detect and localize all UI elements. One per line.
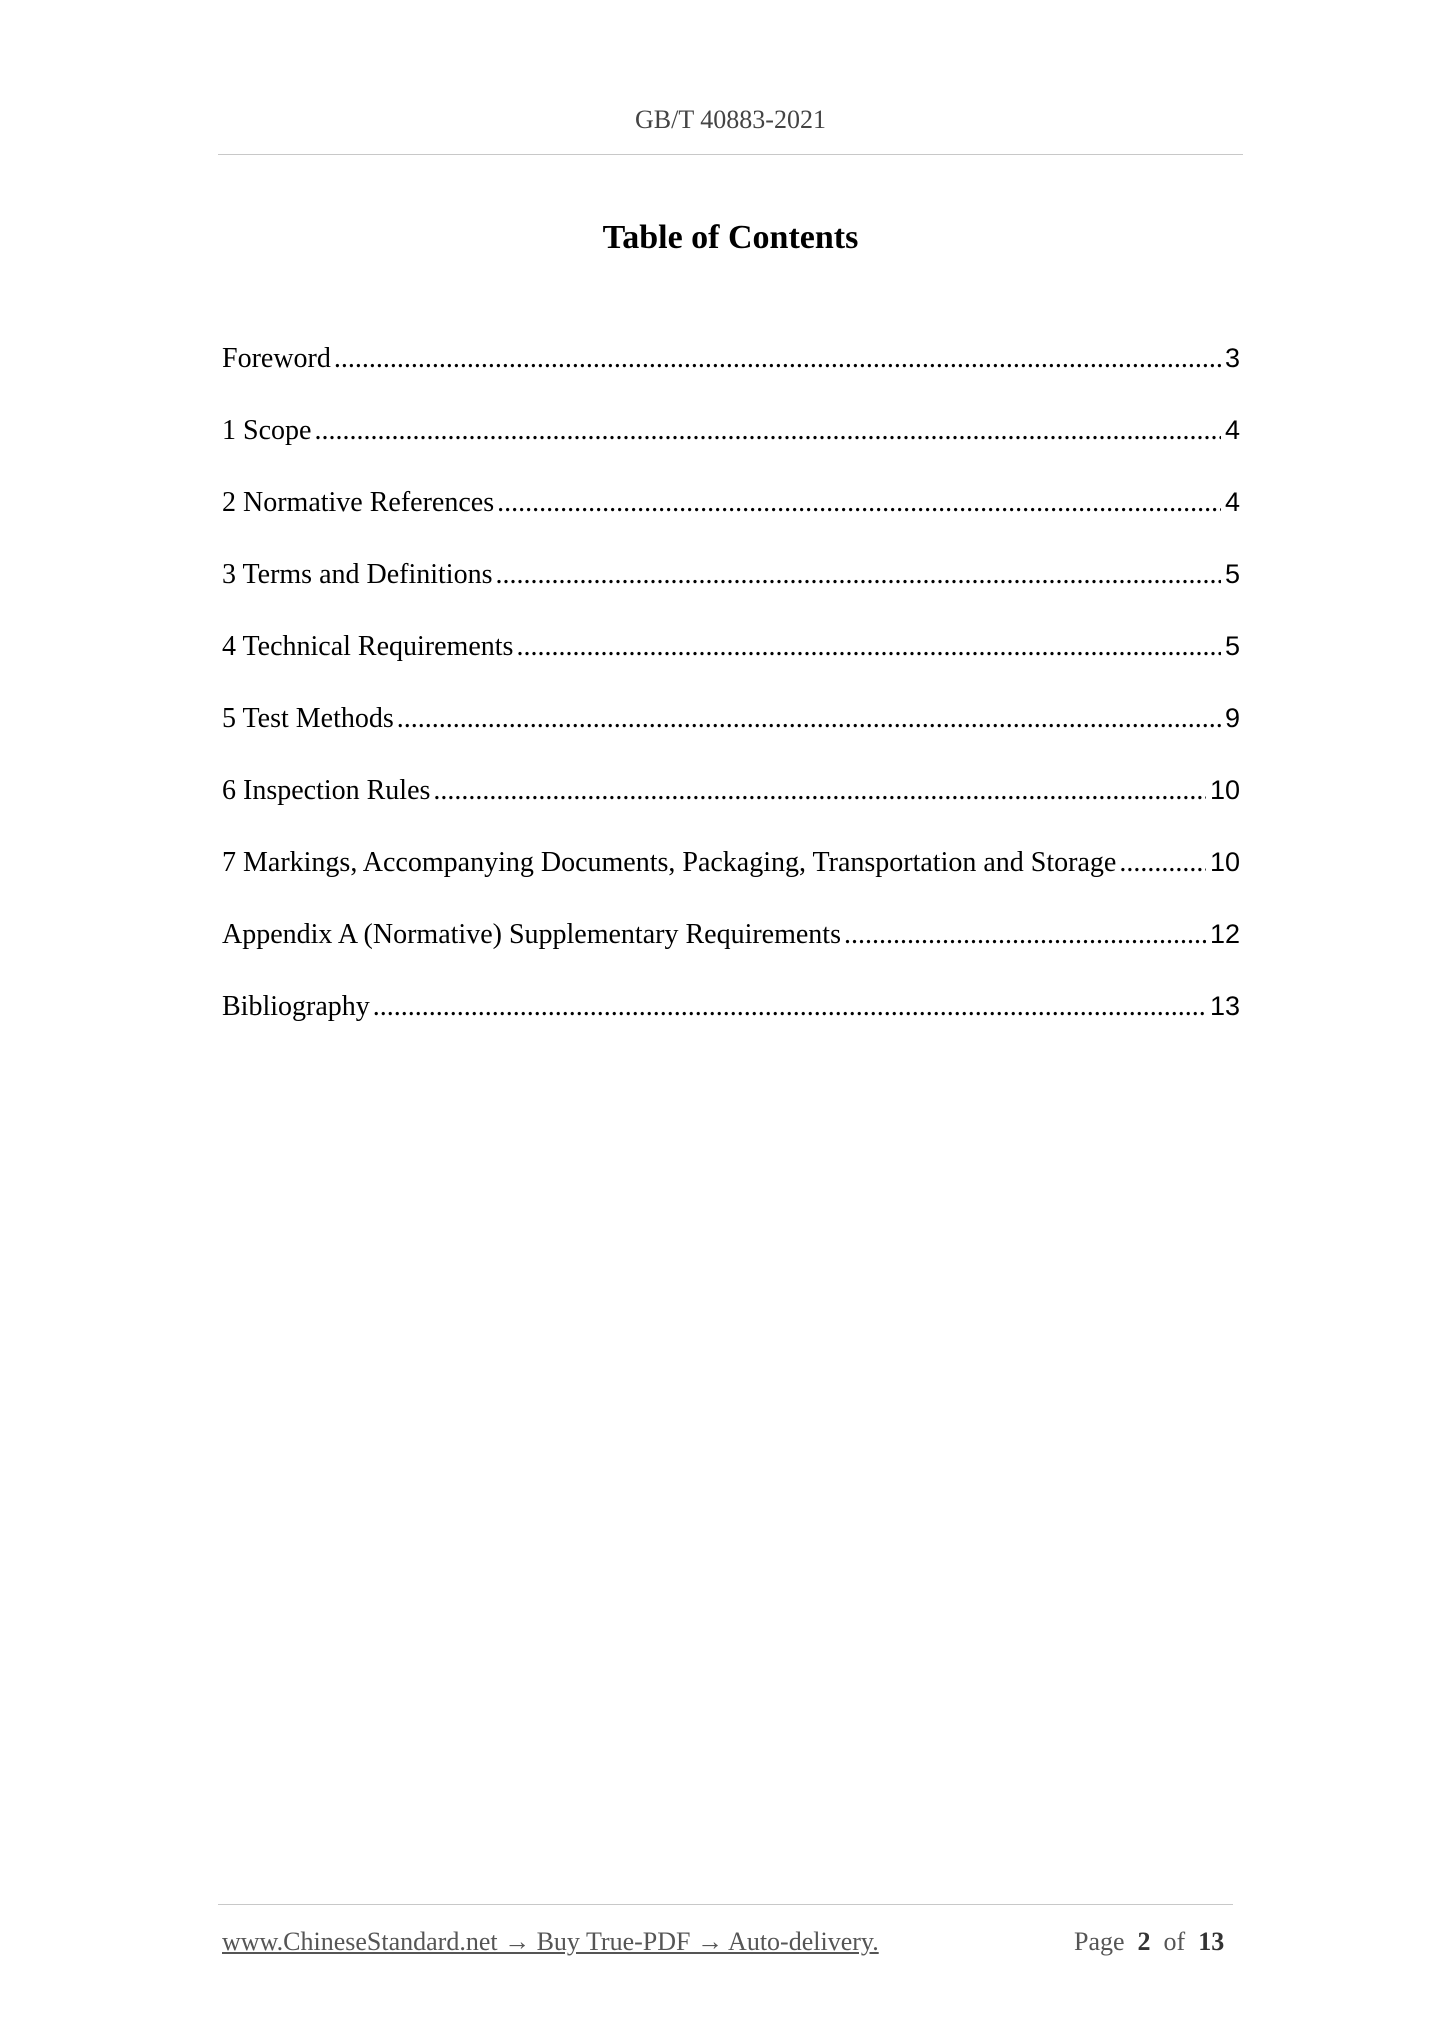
toc-entry-page: 10: [1209, 775, 1240, 805]
of-word: of: [1163, 1927, 1186, 1956]
toc-entry-label: 4 Technical Requirements: [222, 631, 514, 662]
toc-entry-page: 4: [1224, 487, 1240, 517]
toc-entry-label: Foreword: [222, 343, 331, 374]
dot-leader: [497, 483, 1221, 523]
dot-leader: [397, 699, 1221, 739]
toc-entry-terms-definitions[interactable]: [222, 554, 1240, 626]
total-pages-number: 13: [1198, 1927, 1225, 1956]
store-link[interactable]: www.ChineseStandard.net → Buy True-PDF → Auto-delivery.: [222, 1927, 879, 1956]
toc-entry-label: 3 Terms and Definitions: [222, 559, 493, 590]
toc-entry-page: 4: [1224, 415, 1240, 445]
toc-entry-normative-references[interactable]: [222, 482, 1240, 554]
toc-entry-technical-requirements[interactable]: [222, 626, 1240, 698]
current-page-number: 2: [1137, 1927, 1151, 1956]
dot-leader: [433, 771, 1206, 811]
toc-entry-test-methods[interactable]: [222, 698, 1240, 770]
toc-entry-scope[interactable]: [222, 410, 1240, 482]
page-word: Page: [1074, 1927, 1125, 1956]
toc-entry-page: 10: [1209, 847, 1240, 877]
toc-list: [222, 338, 1240, 1058]
toc-entry-foreword[interactable]: [222, 338, 1240, 410]
toc-entry-label: 5 Test Methods: [222, 703, 394, 734]
dot-leader: [495, 555, 1220, 595]
toc-entry-page: 13: [1209, 991, 1240, 1021]
dot-leader: [516, 627, 1221, 667]
toc-entry-label: 2 Normative References: [222, 487, 495, 518]
dot-leader: [844, 915, 1206, 955]
toc-entry-page: 9: [1224, 703, 1240, 733]
toc-title: Table of Contents: [602, 219, 859, 256]
toc-entry-markings-packaging[interactable]: [222, 842, 1240, 914]
running-header: GB/T 40883-2021: [635, 105, 826, 134]
toc-entry-label: 7 Markings, Accompanying Documents, Packaging, Transportation and Storage: [222, 847, 1117, 878]
page-number: [1074, 1922, 1224, 1962]
footer-divider: [218, 1904, 1233, 1905]
dot-leader: [1119, 843, 1206, 883]
toc-entry-label: 1 Scope: [222, 415, 312, 446]
toc-entry-inspection-rules[interactable]: [222, 770, 1240, 842]
toc-entry-page: 3: [1224, 343, 1240, 373]
toc-entry-label: 6 Inspection Rules: [222, 775, 431, 806]
toc-entry-page: 5: [1224, 559, 1240, 589]
toc-entry-label: Bibliography: [222, 991, 370, 1022]
header-divider: [218, 154, 1243, 155]
toc-entry-bibliography[interactable]: [222, 986, 1240, 1058]
toc-entry-page: 5: [1224, 631, 1240, 661]
toc-entry-appendix-a[interactable]: [222, 914, 1240, 986]
toc-entry-page: 12: [1209, 919, 1240, 949]
dot-leader: [334, 339, 1221, 379]
dot-leader: [314, 411, 1221, 451]
dot-leader: [373, 987, 1206, 1027]
toc-entry-label: Appendix A (Normative) Supplementary Requirements: [222, 919, 841, 950]
